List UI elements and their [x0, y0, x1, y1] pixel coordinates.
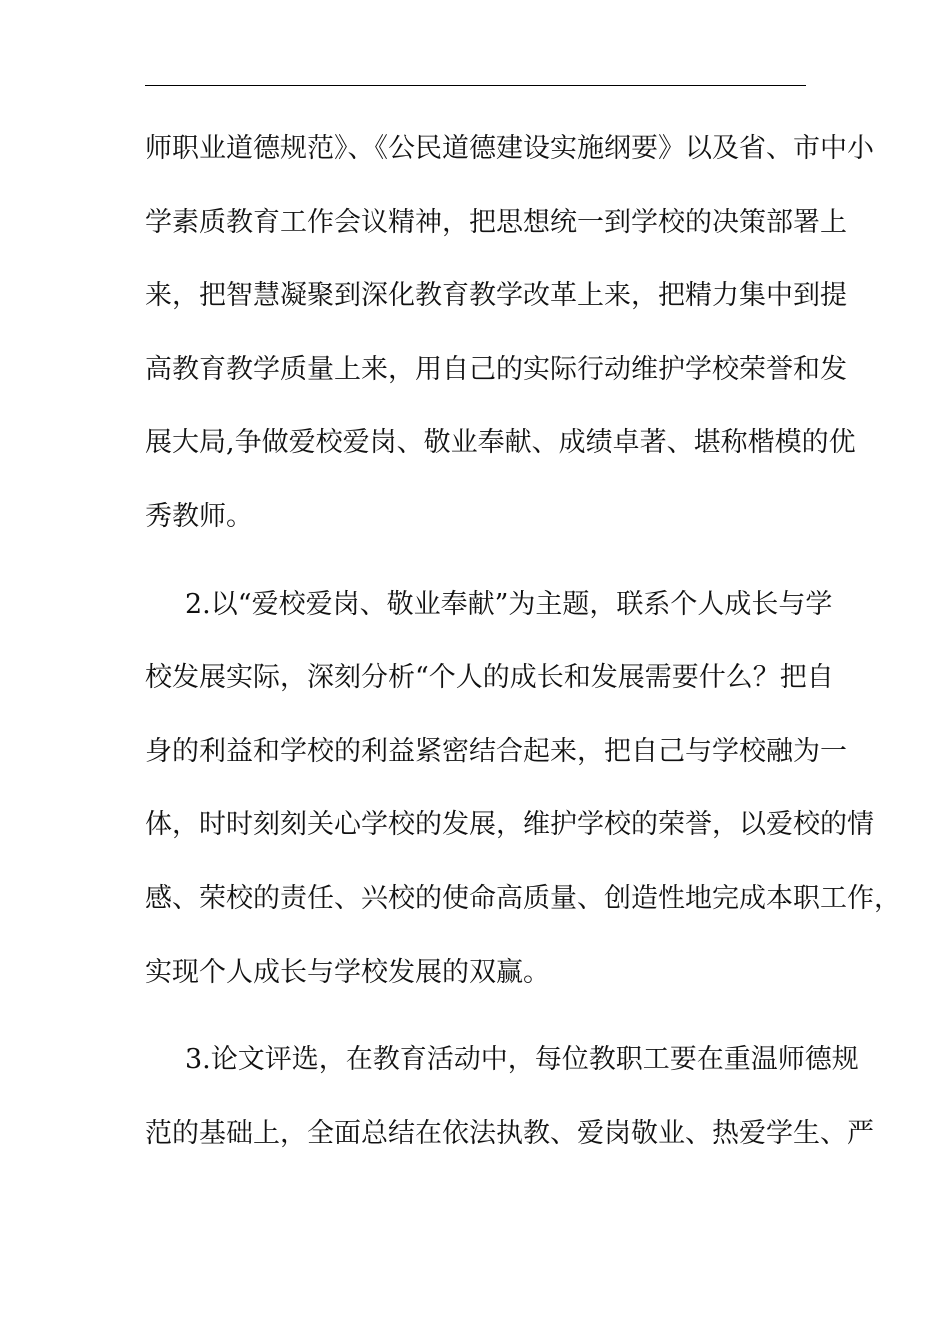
- text-line: 来，把智慧凝聚到深化教育教学改革上来，把精力集中到提: [145, 280, 847, 312]
- text-line: 3.论文评选，在教育活动中，每位教职工要在重温师德规: [185, 1044, 859, 1076]
- paragraph-3: [145, 1031, 874, 1178]
- document-body: [145, 120, 901, 1178]
- text-line: 实现个人成长与学校发展的双赢。: [145, 956, 550, 988]
- paragraph-2: [145, 576, 901, 1018]
- paragraph-1: [145, 120, 874, 562]
- text-line: 展大局,争做爱校爱岗、敬业奉献、成绩卓著、堪称楷模的优: [145, 427, 856, 459]
- text-line: 2.以“爱校爱岗、敬业奉献”为主题，联系个人成长与学: [185, 588, 833, 620]
- text-line: 范的基础上，全面总结在依法执教、爱岗敬业、热爱学生、严: [145, 1117, 874, 1149]
- text-line: 学素质教育工作会议精神，把思想统一到学校的决策部署上: [145, 206, 847, 238]
- text-line: 身的利益和学校的利益紧密结合起来，把自己与学校融为一: [145, 735, 847, 767]
- text-line: 校发展实际，深刻分析“个人的成长和发展需要什么？把自: [145, 662, 834, 694]
- text-line: 秀教师。: [145, 500, 253, 532]
- text-line: 高教育教学质量上来，用自己的实际行动维护学校荣誉和发: [145, 353, 847, 385]
- text-line: 师职业道德规范》、《公民道德建设实施纲要》以及省、市中小: [145, 133, 874, 164]
- text-line: 体，时时刻刻关心学校的发展，维护学校的荣誉，以爱校的情: [145, 809, 874, 841]
- header-rule: [145, 85, 806, 86]
- text-line: 感、荣校的责任、兴校的使命高质量、创造性地完成本职工作，: [145, 882, 901, 914]
